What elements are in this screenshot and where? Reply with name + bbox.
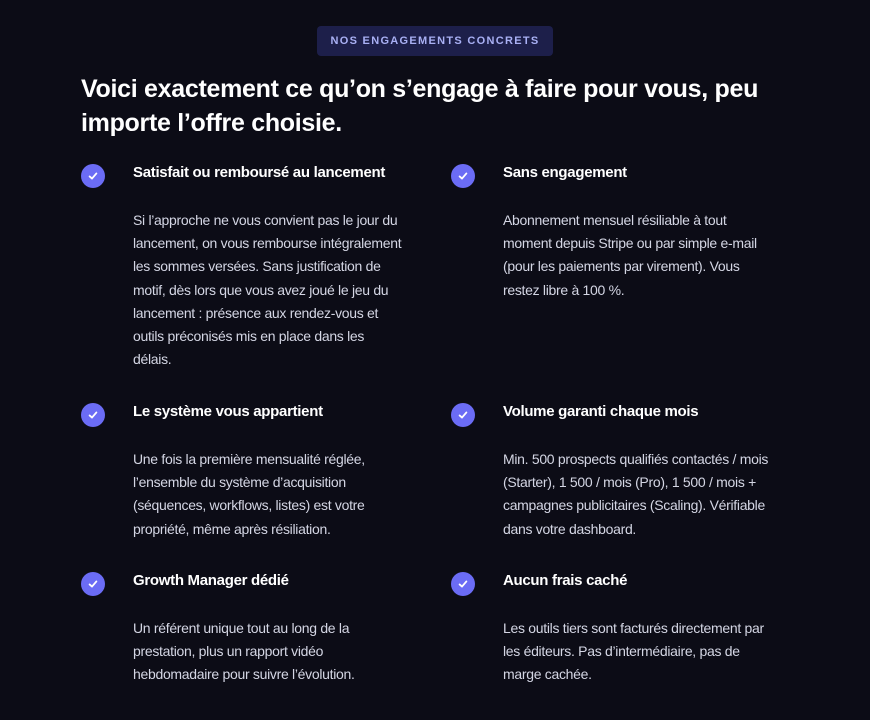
check-circle-icon	[451, 403, 475, 427]
commitment-description: Abonnement mensuel résiliable à tout moment depuis Stripe ou par simple e-mail (pour les paiements par virement). Vous restez libre à 100 %.	[503, 212, 757, 298]
commitment-description: Les outils tiers sont facturés directement par les éditeurs. Pas d’intermédiaire, pas de marge cachée.	[503, 620, 764, 683]
badge-container	[0, 26, 870, 56]
section-title: Voici exactement ce qu’on s’engage à faire pour vous, peu importe l’offre choisie.	[81, 75, 759, 137]
commitment-title: Sans engagement	[503, 164, 627, 181]
commitment-description: Min. 500 prospects qualifiés contactés / mois (Starter), 1 500 / mois (Pro), 1 500 / mois + campagnes publicitaires (Scaling). Vérifiable dans votre dashboard.	[503, 451, 769, 537]
commitment-title: Le système vous appartient	[133, 403, 323, 420]
commitment-description: Si l’approche ne vous convient pas le jour du lancement, on vous rembourse intégralement les sommes versées. Sans justification de motif, dès lors que vous avez joué le jeu du lancement : présence aux rendez-vous et outils préconisés mis en place dans les délais.	[133, 212, 402, 368]
check-circle-icon	[451, 164, 475, 188]
commitment-title: Aucun frais caché	[503, 572, 628, 589]
commitment-description: Une fois la première mensualité réglée, l’ensemble du système d’acquisition (séquences, workflows, listes) est votre propriété, même après résiliation.	[133, 451, 365, 537]
check-circle-icon	[81, 403, 105, 427]
check-circle-icon	[451, 572, 475, 596]
commitment-title: Volume garanti chaque mois	[503, 403, 699, 420]
check-circle-icon	[81, 164, 105, 188]
commitment-description: Un référent unique tout au long de la prestation, plus un rapport vidéo hebdomadaire pour suivre l’évolution.	[133, 620, 355, 683]
commitment-title: Satisfait ou remboursé au lancement	[133, 164, 386, 181]
check-circle-icon	[81, 572, 105, 596]
commitment-title: Growth Manager dédié	[133, 572, 289, 589]
section-badge: NOS ENGAGEMENTS CONCRETS	[317, 26, 552, 56]
